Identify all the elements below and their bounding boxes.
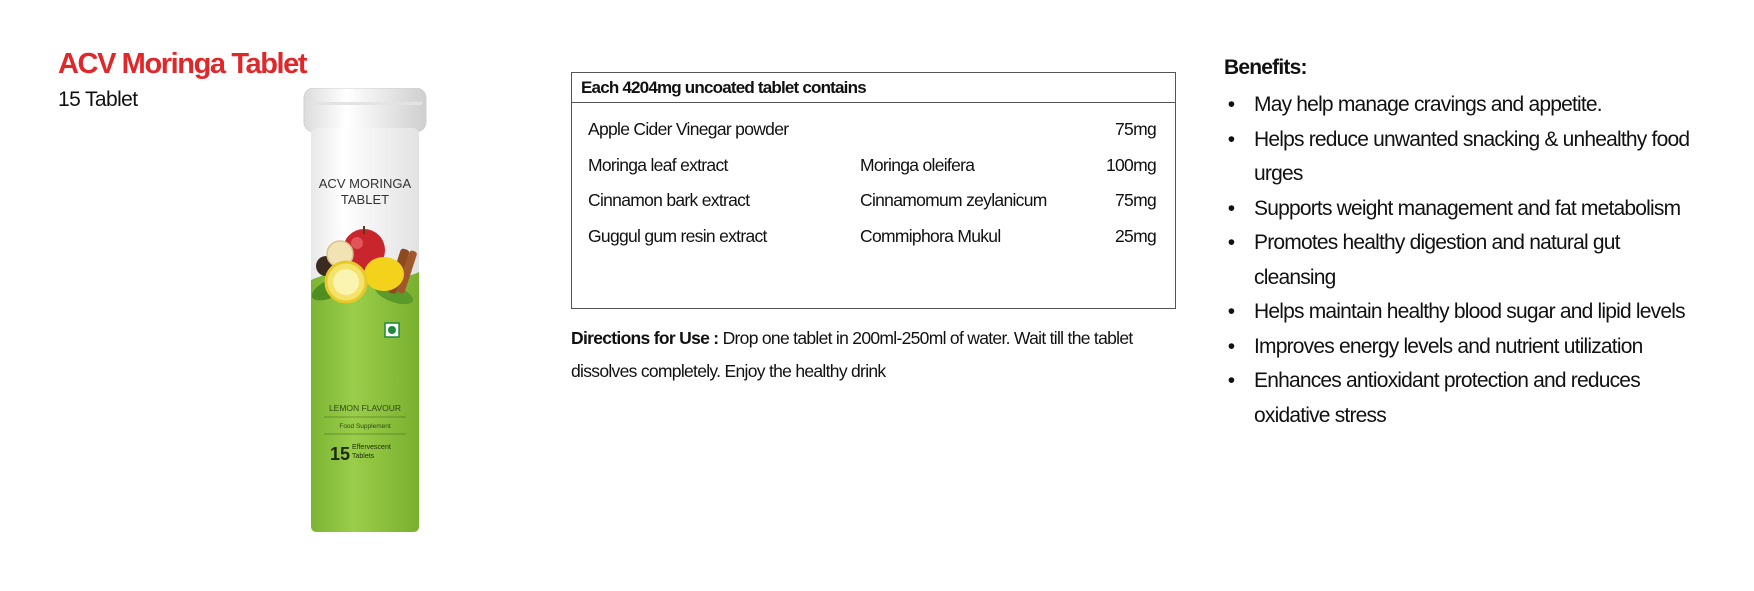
ingredient-name: Apple Cider Vinegar powder [588,119,789,139]
composition-row [572,155,1175,179]
composition-row [572,119,1175,143]
bullet-icon: • [1227,93,1235,116]
product-count: 15 Tablet [58,88,138,111]
ingredient-qty: 75mg [1115,119,1156,139]
bullet-icon: • [1227,231,1235,254]
benefit-item [1224,88,1704,123]
ingredient-qty: 100mg [1105,155,1156,175]
pack-name-line1: ACV MORINGA [318,176,412,191]
pack-flavour: LEMON FLAVOUR [328,403,402,413]
directions-for-use [571,322,1171,388]
pack-count-line1: Effervescent [352,444,391,451]
pack-count-number: 15 [330,444,351,464]
directions-label: Directions for Use : [571,328,719,348]
ingredient-botanical: Cinnamomum zeylanicum [860,190,1047,210]
benefit-item [1224,192,1704,227]
benefit-item [1224,226,1704,295]
benefit-item [1224,295,1704,330]
benefit-text: Supports weight management and fat metabolism [1254,196,1681,220]
composition-header: Each 4204mg uncoated tablet contains [572,73,1175,103]
benefit-text: May help manage cravings and appetite. [1254,93,1602,116]
benefit-item [1224,364,1704,433]
benefit-item [1224,123,1704,192]
ingredient-name: Moringa leaf extract [588,155,728,175]
benefits-list [1224,88,1704,433]
pack-name-line2: TABLET [340,192,390,207]
pack-count-line2: Tablets [352,453,375,460]
bullet-icon: • [1227,334,1235,358]
ingredient-name: Cinnamon bark extract [588,190,750,210]
product-image [302,88,428,536]
bullet-icon: • [1227,196,1235,220]
benefit-text: Helps maintain healthy blood sugar and lipid levels [1254,300,1685,323]
bullet-icon: • [1227,300,1235,323]
composition-row [572,190,1175,214]
product-title: ACV Moringa Tablet [58,48,307,80]
benefits-title: Benefits: [1224,56,1307,79]
benefit-text: Improves energy levels and nutrient utilization [1254,334,1643,358]
bullet-icon: • [1227,127,1235,151]
pack-category: Food Supplement [339,423,391,430]
bullet-icon: • [1227,369,1235,392]
benefit-item [1224,330,1704,365]
ingredient-name: Guggul gum resin extract [588,226,767,246]
composition-table [571,72,1176,309]
tube-green-band [311,271,419,532]
ingredient-qty: 75mg [1115,190,1156,210]
tube-cap [304,88,426,132]
tube-illustration [302,88,428,536]
ingredient-qty: 25mg [1115,226,1156,246]
benefit-text: Promotes healthy digestion and natural gut cleansing [1254,231,1620,289]
directions-text: Drop one tablet in 200ml-250ml of water. Wait till the tablet dissolves completely. Enjoy the healthy drink [571,328,1133,381]
ingredient-botanical: Moringa oleifera [860,155,975,175]
composition-row [572,226,1175,250]
benefit-text: Enhances antioxidant protection and reduces oxidative stress [1254,369,1640,427]
ingredient-botanical: Commiphora Mukul [860,226,1001,246]
benefit-text: Helps reduce unwanted snacking & unhealthy food urges [1254,127,1690,185]
